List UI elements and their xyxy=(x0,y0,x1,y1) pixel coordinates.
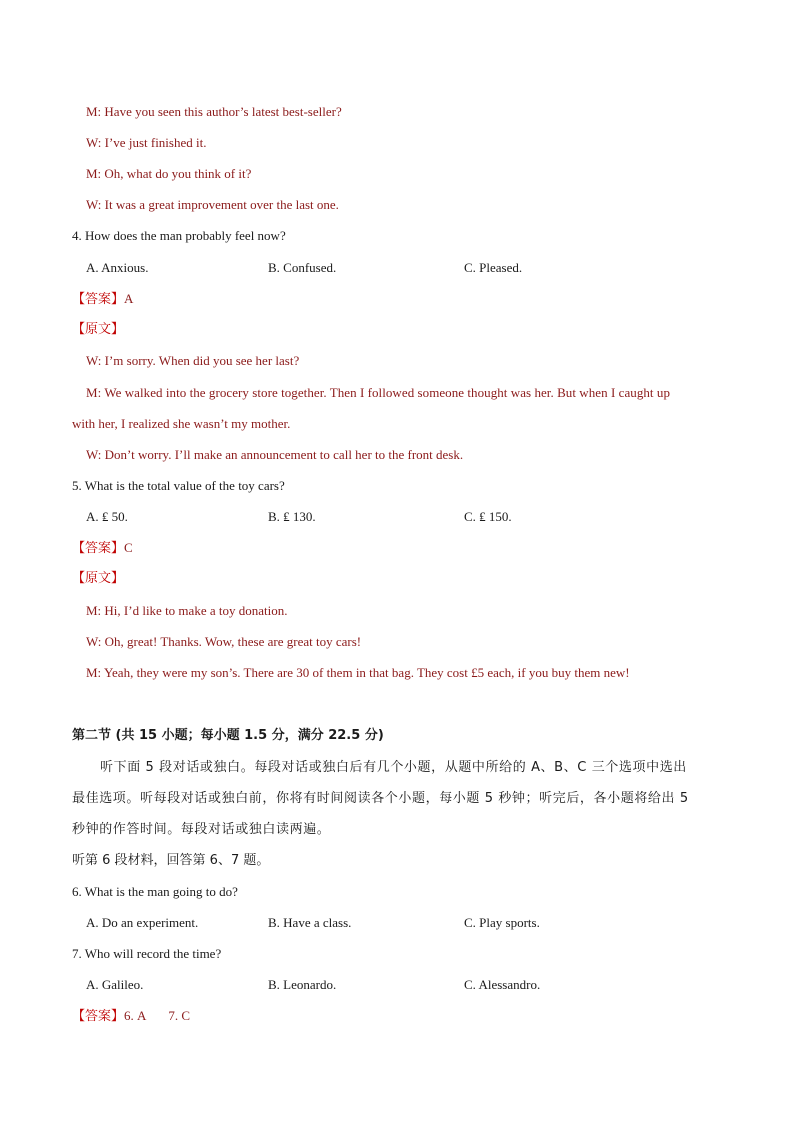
q7-option-b: B. Leonardo. xyxy=(268,977,337,992)
script-line: M: Yeah, they were my son’s. There are 30 of them in that bag. They cost £5 each, if you buy them new! xyxy=(86,665,630,680)
q5-option-a: A. ₤ 50. xyxy=(86,509,128,524)
q4-option-c: C. Pleased. xyxy=(464,260,523,275)
section-heading: 第二节 (共 15 小题；每小题 1.5 分，满分 22.5 分) xyxy=(72,728,384,743)
q6-option-c: C. Play sports. xyxy=(464,915,540,930)
dialogue-line: M: Have you seen this author’s latest best-seller? xyxy=(86,104,342,119)
q7-option-a: A. Galileo. xyxy=(86,977,144,992)
script-line: M: We walked into the grocery store together. Then I followed someone thought was her. But when I caught up xyxy=(86,385,670,400)
q4-option-a: A. Anxious. xyxy=(86,260,149,275)
question-5: 5. What is the total value of the toy cars? xyxy=(72,478,285,493)
dialogue-line: M: Oh, what do you think of it? xyxy=(86,166,252,181)
q6-option-b: B. Have a class. xyxy=(268,915,352,930)
instruction-line: 秒钟的作答时间。每段对话或独白读两遍。 xyxy=(72,822,331,837)
answer-value: C xyxy=(124,540,133,555)
q4-answer xyxy=(72,291,133,308)
script-line: W: I’m sorry. When did you see her last? xyxy=(86,353,300,368)
script-line: W: Oh, great! Thanks. Wow, these are great toy cars! xyxy=(86,634,362,649)
question-4: 4. How does the man probably feel now? xyxy=(72,228,286,243)
answer-6-7 xyxy=(72,1008,190,1025)
answer-value: A xyxy=(124,291,134,306)
q5-answer xyxy=(72,540,133,557)
q5-option-b: B. ₤ 130. xyxy=(268,509,316,524)
question-7: 7. Who will record the time? xyxy=(72,946,222,961)
q7-option-c: C. Alessandro. xyxy=(464,977,541,992)
q5-option-c: C. ₤ 150. xyxy=(464,509,512,524)
answer-tag: 【答案】 xyxy=(72,1009,125,1024)
dialogue-line: W: I’ve just finished it. xyxy=(86,135,207,150)
q5-script-tag: 【原文】 xyxy=(72,571,125,586)
dialogue-line: W: It was a great improvement over the last one. xyxy=(86,197,339,212)
instruction-line: 最佳选项。听每段对话或独白前，你将有时间阅读各个小题，每小题 5 秒钟；听完后，各小题将给出 5 xyxy=(72,791,689,806)
q4-option-b: B. Confused. xyxy=(268,260,337,275)
instruction-line: 听下面 5 段对话或独白。每段对话或独白后有几个小题，从题中所给的 A、B、C 三个选项中选出 xyxy=(100,760,687,775)
question-6: 6. What is the man going to do? xyxy=(72,884,238,899)
material-intro: 听第 6 段材料，回答第 6、7 题。 xyxy=(72,853,270,868)
answer-tag: 【答案】 xyxy=(72,541,125,556)
q6-option-a: A. Do an experiment. xyxy=(86,915,199,930)
q4-script-tag: 【原文】 xyxy=(72,322,125,337)
script-line: M: Hi, I’d like to make a toy donation. xyxy=(86,603,288,618)
answer-value: 6. A 7. C xyxy=(124,1008,191,1023)
answer-tag: 【答案】 xyxy=(72,292,125,307)
script-line: with her, I realized she wasn’t my mother. xyxy=(72,416,291,431)
script-line: W: Don’t worry. I’ll make an announcement to call her to the front desk. xyxy=(86,447,464,462)
